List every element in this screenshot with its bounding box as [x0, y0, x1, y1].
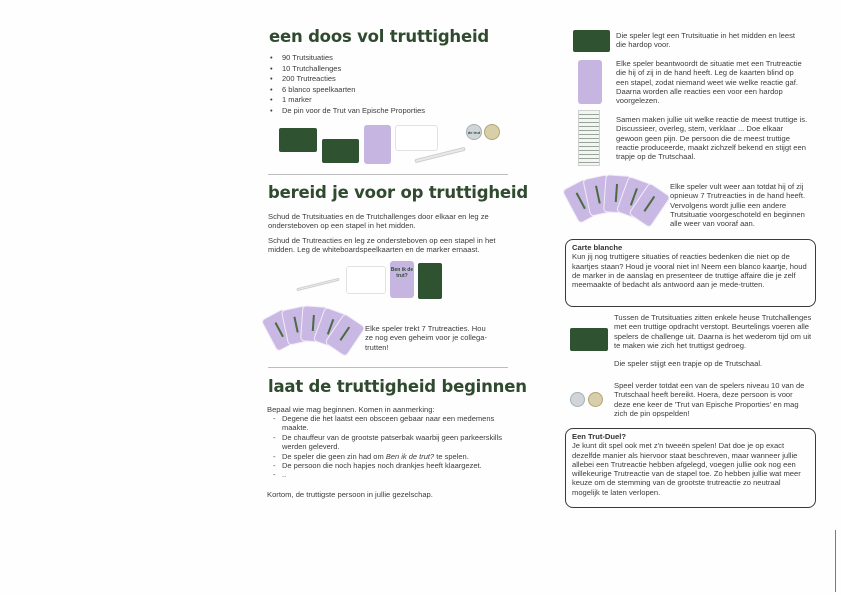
step-2-text: Elke speler beantwoordt de situatie met een Trutreactie die hij of zij in de hand heeft. Leg de kaarten blind op een stapel, zodat niemand weet wie welke reactie gaf. Daarna worden alle reacties een voor een hardop voorgelezen. — [616, 59, 802, 106]
trut-duel-box — [565, 428, 816, 508]
trut-scale-image — [578, 110, 600, 166]
step-3-text: Samen maken jullie uit welke reactie de meest truttige is. Discussieer, overleg, stem, verklaar ... Doe elkaar gewoon geen pijn. De persoon die de meest truttige reactie produceerde, maakt zichzelf bekend en stijgt een trapje op de Trutschaal. — [616, 115, 808, 162]
list-item: - .. — [267, 470, 512, 479]
divider — [268, 367, 508, 368]
game-title: Ben ik de trut? — [385, 451, 435, 461]
step-6-text: Speel verder totdat een van de spelers niveau 10 van de Trutschaal heeft bereikt. Hoera, deze persoon is voor deze ene keer de 'Trut van Epische Proporties' en mag zich de pin opspelden! — [614, 381, 805, 418]
card-fan-image — [570, 172, 662, 234]
start-intro: Bepaal wie mag beginnen. Komen in aanmerking: — [267, 405, 435, 414]
setup-paragraph-1: Schud de Trutsituaties en de Trutchallenges door elkaar en leg ze ondersteboven op een stapel in het midden. — [268, 212, 489, 231]
blank-card-image — [346, 266, 386, 294]
situation-card-image — [573, 30, 610, 52]
draw-caption: Elke speler trekt 7 Trutreacties. Hou ze nog even geheim voor je collega-trutten! — [365, 324, 487, 352]
carte-blanche-body: Kun jij nog truttigere situaties of reacties bedenken die niet op de kaartjes staan? Houd je vooral niet in! Neem een blanco kaartje, houd de marker in de aanslag en presenteer de truttige affaire die je zelf meemaakte of bedacht als antwoord aan je mede-trutten. — [572, 252, 807, 290]
pin-back-image — [588, 392, 603, 407]
carte-blanche-title: Carte blanche — [572, 243, 623, 252]
contents-list — [269, 53, 425, 117]
step-5-text: Tussen de Trutsituaties zitten enkele heuse Trutchallenges met een truttige opdracht verstopt. Beurtelings voeren alle spelers de challenge uit. Daarna is het wederom tijd om uit te maken wie zich het truttigst gedroeg. — [614, 313, 812, 350]
list-item-text: De speler die geen zin had om — [282, 451, 386, 461]
step-1-text: Die speler legt een Trutsituatie in het midden en leest die hardop voor. — [616, 31, 795, 50]
green-card-image — [418, 263, 442, 299]
section-title-bereid: bereid je voor op truttigheid — [268, 183, 528, 202]
trut-duel-body: Je kunt dit spel ook met z'n tweeën spelen! Dat doe je op exact dezelfde manier als hiervoor staat beschreven, maar wanneer jullie allebei een Trutreactie hebben afgelegd, voegen jullie ook nog een willekeurige Trutreactie van de stapel toe. Zo hebben jullie wat meer keuze om de stemming van de grootste trutreactie zo neutraal mogelijk te laten verlopen. — [572, 441, 801, 497]
challenge-card-image — [322, 139, 359, 163]
section-title-doos: een doos vol truttigheid — [269, 27, 490, 46]
list-item: - De chauffeur van de grootste patserbak waarbij geen parkeerskills werden geleverd. — [267, 433, 512, 452]
list-item: • 10 Trutchallenges — [269, 64, 425, 75]
reaction-card-image — [578, 60, 602, 104]
situation-card-image — [279, 128, 317, 152]
section-title-beginnen: laat de truttigheid beginnen — [268, 377, 527, 396]
step-5b-text: Die speler stijgt een trapje op de Trutschaal. — [614, 359, 763, 368]
list-item: • 1 marker — [269, 95, 425, 106]
blank-card-image — [395, 125, 438, 151]
list-item: - De persoon die noch hapjes noch drankjes heeft klaargezet. — [267, 461, 512, 470]
carte-blanche-box — [565, 239, 816, 307]
pin-back-image — [484, 124, 500, 140]
list-item-text-end: te spelen. — [434, 451, 469, 461]
list-item: - Degene die het laatst een obsceen gebaar naar een medemens maakte. — [267, 414, 512, 433]
list-item: • De pin voor de Trut van Epische Proporties — [269, 106, 425, 117]
scan-edge-line — [835, 530, 836, 592]
list-item: • 6 blanco speelkaarten — [269, 85, 425, 96]
divider — [268, 174, 508, 175]
setup-paragraph-2: Schud de Trutreacties en leg ze ondersteboven op een stapel in het midden. Leg de whiteboardspeelkaarten en de marker ernaast. — [268, 236, 496, 255]
list-item — [267, 452, 512, 461]
step-4-text: Elke speler vult weer aan totdat hij of zij opnieuw 7 Trutreacties in de hand heeft. Vervolgens wordt jullie een andere Trutsituatie voorgeschoteld en beginnen alle weer van vooraf aan. — [670, 182, 806, 229]
list-item: • 200 Trutreacties — [269, 74, 425, 85]
list-item: • 90 Trutsituaties — [269, 53, 425, 64]
pin-image — [570, 392, 585, 407]
start-list — [267, 414, 512, 480]
logo-card-image: Ben ik de trut? — [390, 261, 414, 298]
reaction-card-image — [364, 125, 391, 164]
start-outro: Kortom, de truttigste persoon in jullie gezelschap. — [267, 490, 433, 499]
card-fan-image — [268, 304, 358, 360]
trut-duel-title: Een Trut-Duel? — [572, 432, 627, 441]
pin-image: de trut — [466, 124, 482, 140]
challenge-card-image — [570, 328, 608, 351]
marker-image — [296, 278, 339, 292]
